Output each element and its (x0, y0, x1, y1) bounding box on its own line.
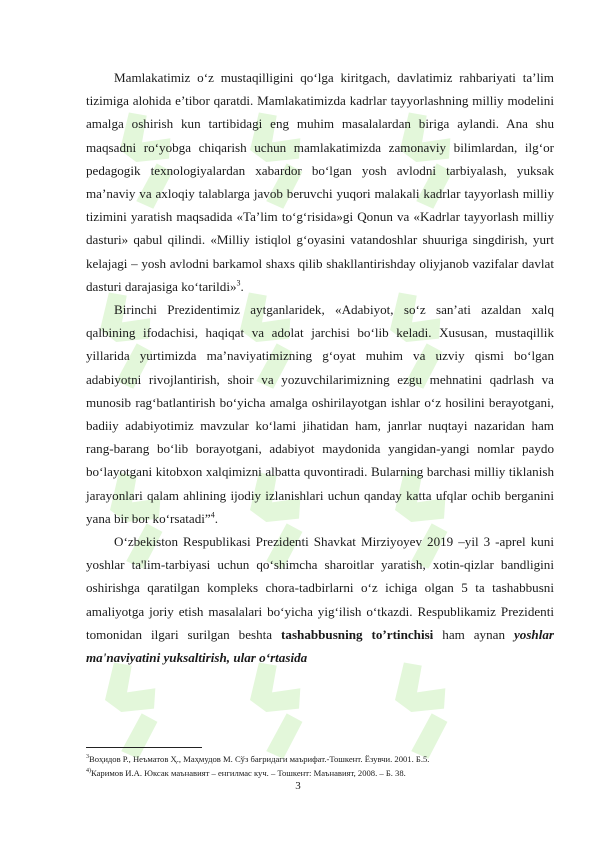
text-run: . (214, 510, 218, 526)
footnote-ref: 4 (210, 510, 215, 520)
emphasis-bold-italic: yoshlar ma'naviyatini yuksaltirish, ular o‘rtasida (86, 626, 554, 666)
footnote-text: Воҳидов Р., Неъматов Ҳ., Маҳмудов М. Сўз бағридаги маърифат.-Тошкент. Ёзувчи. 2001. Б.5. (89, 754, 430, 764)
footnote-divider (86, 747, 202, 748)
footnotes (86, 752, 554, 780)
page-number: 3 (295, 780, 301, 792)
footnote (86, 766, 554, 780)
emphasis-bold: tashabbusning to’rtinchisi (281, 626, 434, 642)
text-run: Mamlakatimiz o‘z mustaqilligini qo‘lga kiritgach, davlatimiz rahbariyati ta’lim tizimiga alohida e’tibor qaratdi. Mamlakatimizda kadrlar tayyorlashning milliy modelini amalga oshirish kun tartibidagi eng muhim masalalardan biriga aylandi. Ana shu maqsadni ro‘yobga chiqarish uchun mamlakatimizda zamonaviy bilimlardan, ilg‘or pedagogik texnologiyalardan xabardor bo‘lgan yosh avlodni tarbiyalash, yuksak ma’naviy va axloqiy talablarga javob beruvchi yuqori malakali kadrlar tayyorlash milliy tizimini yaratish maqsadida «Ta’lim to‘g‘risida»gi Qonun va «Kadrlar tayyorlash milliy dasturi» qabul qilindi. «Milliy istiqlol g‘oyasini vatandoshlar shuuriga singdirish, yurt kelajagi – yosh avlodni barkamol shaxs qilib shakllantirishday oliyjanob vazifalar davlat dasturi darajasiga ko‘tarildi» (86, 70, 554, 294)
text-run: Birinchi Prezidentimiz aytganlaridek, «Adabiyot, so‘z san’ati azaldan xalq qalbining ifodachisi, haqiqat va adolat jarchisi bo‘lib keladi. Xususan, mustaqillik yillarida yurtimizda ma’naviyatimizning g‘oyat muhim va uzviy qismi bo‘lgan adabiyotni rivojlantirish, shoir va yozuvchilarimizning ezgu mehnatini qadrlash va munosib rag‘batlantirish bo‘yicha amalga oshirilayotgan ishlar o‘z hosilini berayotgani, badiiy adabiyotimiz mavzular ko‘lami jihatidan ham, janrlar nuqtayi nazaridan ham rang-barang bo‘lib borayotgani, adabiyot maydonida yangidan-yangi nomlar paydo bo‘layotgani kitobxon xalqimizni albatta quvontiradi. Bularning barchasi milliy tiklanish jarayonlari qalam ahlining ijodiy izlanishlari uchun qanday katta ufqlar ochib berganini yana bir bor ko‘rsatadi” (86, 302, 554, 526)
paragraph (86, 66, 554, 298)
paragraph (86, 298, 554, 530)
text-run: O‘zbekiston Respublikasi Prezidenti Shavkat Mirziyoyev 2019 –yil 3 -aprel kuni yoshlar ta'lim-tarbiyasi uchun qo‘shimcha sharoitlar yaratish, xotin-qizlar bandligini oshirishga qaratilgan kompleks chora-tadbirlarni o‘z ichiga olgan 5 ta tashabbusni amaliyotga joriy etish masalalari bo‘yicha yig‘ilish o‘tkazdi. Respublikamiz Prezidenti tomonidan ilgari surilgan beshta (86, 534, 554, 642)
text-run: . (240, 278, 244, 294)
body-text (86, 66, 554, 669)
paragraph (86, 530, 554, 669)
footnote-number: 3 (86, 754, 89, 761)
footnote-text: Каримов И.А. Юксак маънавият – енгилмас куч. – Тошкент: Маънавият, 2008. – Б. 38. (91, 768, 406, 778)
text-run: ham aynan (433, 626, 514, 642)
footnote-number: 4) (86, 768, 91, 775)
footnote (86, 752, 554, 766)
footnote-ref: 3 (236, 278, 241, 288)
